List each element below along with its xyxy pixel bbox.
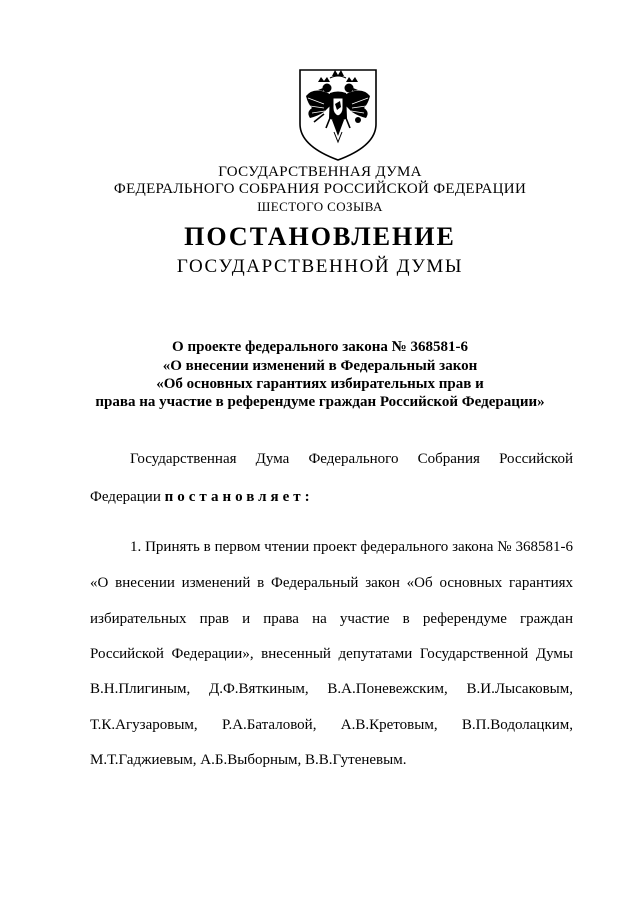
subject-line: О проекте федерального закона № 368581-6 bbox=[172, 339, 468, 355]
paragraph-line: Российской Федерации», внесенный депутатами Государственной Думы bbox=[90, 646, 573, 662]
resolves-keyword: постановляет: bbox=[164, 489, 314, 505]
body-text: Федерации bbox=[90, 489, 165, 505]
convocation-line: ШЕСТОГО СОЗЫВА bbox=[257, 199, 383, 214]
paragraph-line: М.Т.Гаджиевым, А.Б.Выборным, В.В.Гутеневым. bbox=[90, 752, 407, 768]
org-name-line: ФЕДЕРАЛЬНОГО СОБРАНИЯ РОССИЙСКОЙ ФЕДЕРАЦИИ bbox=[113, 181, 527, 197]
paragraph-line: избирательных прав и права на участие в референдуме граждан bbox=[90, 611, 573, 627]
russian-coat-of-arms-icon bbox=[294, 66, 382, 162]
body-line bbox=[90, 489, 573, 506]
body-line: Государственная Дума Федерального Собрания Российской bbox=[130, 451, 573, 467]
paragraph-line: 1. Принять в первом чтении проект федерального закона № 368581-6 bbox=[130, 539, 573, 555]
subject-line: «Об основных гарантиях избирательных прав и bbox=[156, 376, 484, 392]
paragraph-line: «О внесении изменений в Федеральный закон «Об основных гарантиях bbox=[90, 575, 573, 591]
document-subtitle: ГОСУДАРСТВЕННОЙ ДУМЫ bbox=[176, 256, 464, 277]
paragraph-line: В.Н.Плигиным, Д.Ф.Вяткиным, В.А.Поневежским, В.И.Лысаковым, bbox=[90, 681, 573, 697]
subject-line: «О внесении изменений в Федеральный закон bbox=[162, 358, 478, 374]
document-title: ПОСТАНОВЛЕНИЕ bbox=[184, 222, 456, 251]
subject-line: права на участие в референдуме граждан Российской Федерации» bbox=[95, 394, 545, 410]
paragraph-line: Т.К.Агузаровым, Р.А.Баталовой, А.В.Кретовым, В.П.Водолацким, bbox=[90, 717, 573, 733]
org-name-line: ГОСУДАРСТВЕННАЯ ДУМА bbox=[218, 164, 422, 180]
